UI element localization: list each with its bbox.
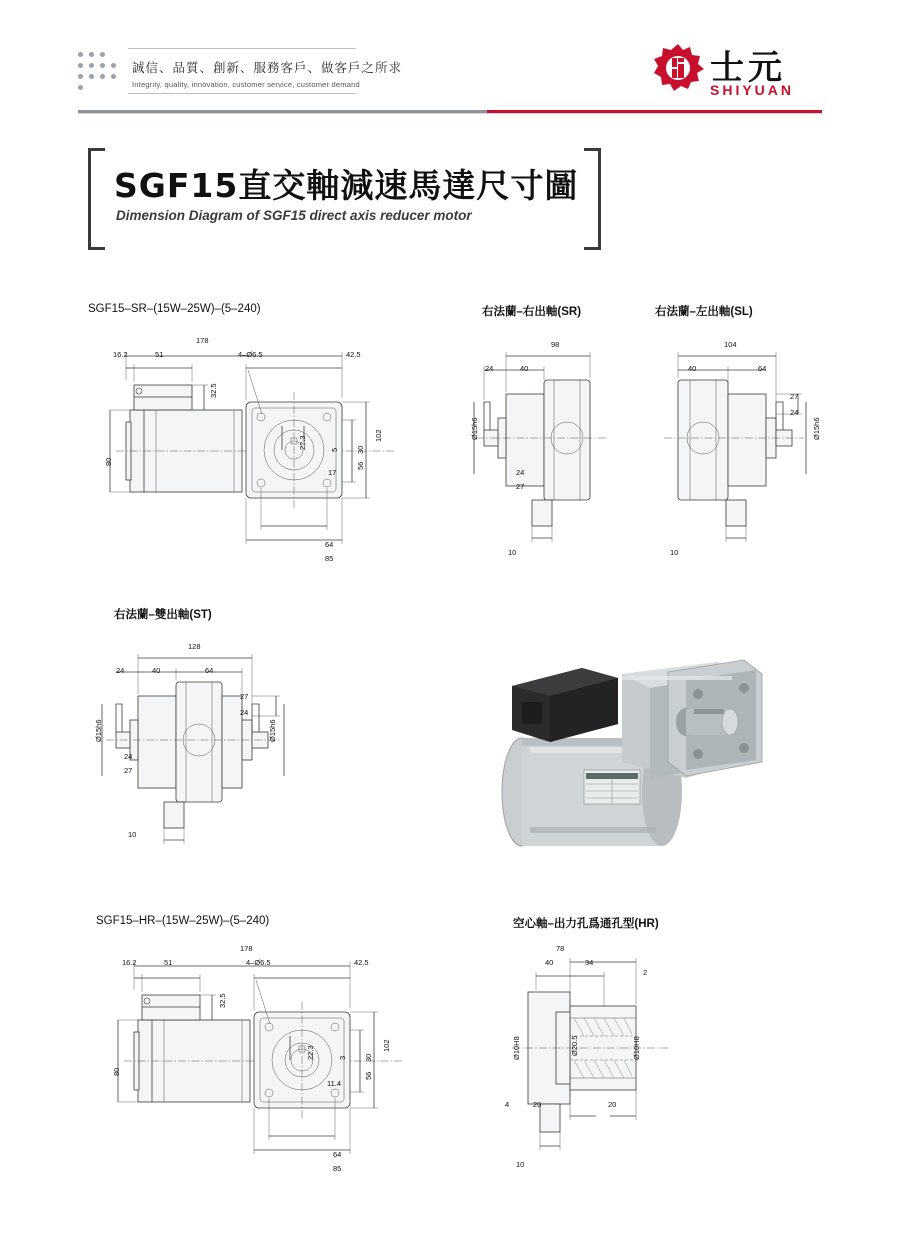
dim-hr-64: 64 <box>333 1150 342 1159</box>
dim-st-27b: 27 <box>124 766 133 775</box>
figure-sr-main-drawing <box>96 330 426 570</box>
dim-st-24: 24 <box>116 666 125 675</box>
page-header <box>0 0 900 120</box>
dim-sr-42-5: 42.5 <box>346 350 361 359</box>
dim-st-dia15h6-left: Ø15h6 <box>94 719 103 742</box>
product-photo <box>472 612 772 872</box>
figure-sl-drawing <box>648 334 818 564</box>
dim-st-40: 40 <box>152 666 161 675</box>
figure-caption-sl: 右法蘭–左出軸(SL) <box>655 306 753 318</box>
dim-sr-32-5: 32.5 <box>209 383 218 398</box>
dim-sr2-24: 24 <box>485 364 494 373</box>
dim-sl-dia15h6: Ø15h6 <box>812 417 821 440</box>
figure-caption-hr: 空心軸–出力孔爲通孔型(HR) <box>513 918 659 930</box>
dim-sr-16-2: 16.2 <box>113 350 128 359</box>
dim-hr-11-4: 11.4 <box>327 1079 342 1088</box>
header-divider-bottom <box>128 93 356 94</box>
dim-hr-16-2: 16.2 <box>122 958 137 967</box>
dim-sr2-10: 10 <box>508 548 517 557</box>
dim-sr2-dia15h6: Ø15h6 <box>470 417 479 440</box>
dim-hr2-78: 78 <box>556 944 565 953</box>
dim-hr2-dia20-5: Ø20.5 <box>570 1035 579 1056</box>
dim-sr-30: 30 <box>356 445 365 454</box>
dim-hr-178: 178 <box>240 944 253 953</box>
decorative-dots-icon <box>78 52 124 90</box>
dim-sr-4x65: 4–Ø6.5 <box>238 350 263 359</box>
dim-st-10: 10 <box>128 830 137 839</box>
dim-hr-32-5: 32.5 <box>218 993 227 1008</box>
figure-caption-st: 右法蘭–雙出軸(ST) <box>114 609 212 621</box>
gear-logo-icon <box>652 42 704 94</box>
dim-sl-104: 104 <box>724 340 737 349</box>
dim-hr-3: 3 <box>338 1055 347 1060</box>
figure-hr-drawing <box>500 940 690 1180</box>
dim-st-27: 27 <box>240 692 249 701</box>
dim-sr2-98: 98 <box>551 340 560 349</box>
dim-st-24b: 24 <box>240 708 249 717</box>
header-accent-bar-thin <box>78 113 822 114</box>
dim-sr-51: 51 <box>155 350 164 359</box>
dim-sl-27: 27 <box>790 392 799 401</box>
dim-st-128: 128 <box>188 642 201 651</box>
dim-hr2-4: 4 <box>505 1100 510 1109</box>
dim-sr-22-3: 22.3 <box>298 435 307 450</box>
dim-st-dia15h6-right: Ø15h6 <box>268 719 277 742</box>
dim-sr-178: 178 <box>196 336 209 345</box>
dim-hr-30: 30 <box>364 1053 373 1062</box>
dim-hr-51: 51 <box>164 958 173 967</box>
dim-hr-56: 56 <box>364 1071 373 1080</box>
dim-hr-42-5: 42.5 <box>354 958 369 967</box>
dim-sr-56: 56 <box>356 461 365 470</box>
page-title: SGF15直交軸減速馬達尺寸圖 <box>114 166 579 205</box>
dim-sl-24: 24 <box>790 408 799 417</box>
dim-hr2-10: 10 <box>516 1160 525 1169</box>
brand-name-cn: 士元 <box>710 49 786 87</box>
dim-hr-22-3: 22.3 <box>306 1045 315 1060</box>
dim-hr-85: 85 <box>333 1164 342 1173</box>
dim-sl-64: 64 <box>758 364 767 373</box>
title-block <box>88 148 608 244</box>
figure-caption-hr-main: SGF15–HR–(15W–25W)–(5–240) <box>96 915 270 927</box>
dim-st-24c: 24 <box>124 752 133 761</box>
figure-caption-sr-main: SGF15–SR–(15W–25W)–(5–240) <box>88 303 261 315</box>
dim-sr-5: 5 <box>330 447 339 452</box>
figure-hr-main-drawing <box>104 940 434 1180</box>
title-bracket-right <box>584 148 601 250</box>
dim-sr-102: 102 <box>374 429 383 442</box>
dim-sr2-24b: 24 <box>516 468 525 477</box>
dim-sr2-27: 27 <box>516 482 525 491</box>
dim-hr2-20-left: 20 <box>533 1100 542 1109</box>
dim-sr-85: 85 <box>325 554 334 563</box>
brand-name-en: SHIYUAN <box>710 82 795 98</box>
header-slogan-cn: 誠信、品質、創新、服務客戶、做客戶之所求 <box>132 61 403 75</box>
figure-caption-sr: 右法蘭–右出軸(SR) <box>482 306 582 318</box>
dim-sr-17: 17 <box>328 468 337 477</box>
dim-sr2-40: 40 <box>520 364 529 373</box>
dim-hr2-dia10H8-left: Ø10H8 <box>512 1036 521 1060</box>
dim-sl-10: 10 <box>670 548 679 557</box>
header-slogan-en: Integrity, quality, innovation, customer service, customer demand <box>132 80 360 89</box>
header-divider-top <box>128 48 356 49</box>
dim-sr-64: 64 <box>325 540 334 549</box>
dim-hr-102: 102 <box>382 1039 391 1052</box>
dim-hr2-20-right: 20 <box>608 1100 617 1109</box>
dim-sl-40: 40 <box>688 364 697 373</box>
brand-logo <box>652 38 822 100</box>
dim-hr-4x65: 4–Ø6.5 <box>246 958 271 967</box>
page-subtitle: Dimension Diagram of SGF15 direct axis reducer motor <box>116 208 472 223</box>
title-bracket-left <box>88 148 105 250</box>
dim-hr2-dia10H8-right: Ø10H8 <box>632 1036 641 1060</box>
dim-st-64: 64 <box>205 666 214 675</box>
dim-hr-80: 80 <box>112 1067 121 1076</box>
dim-sr-80: 80 <box>104 457 113 466</box>
dim-hr2-2: 2 <box>643 968 648 977</box>
dim-hr2-34: 34 <box>585 958 594 967</box>
dim-hr2-40: 40 <box>545 958 554 967</box>
